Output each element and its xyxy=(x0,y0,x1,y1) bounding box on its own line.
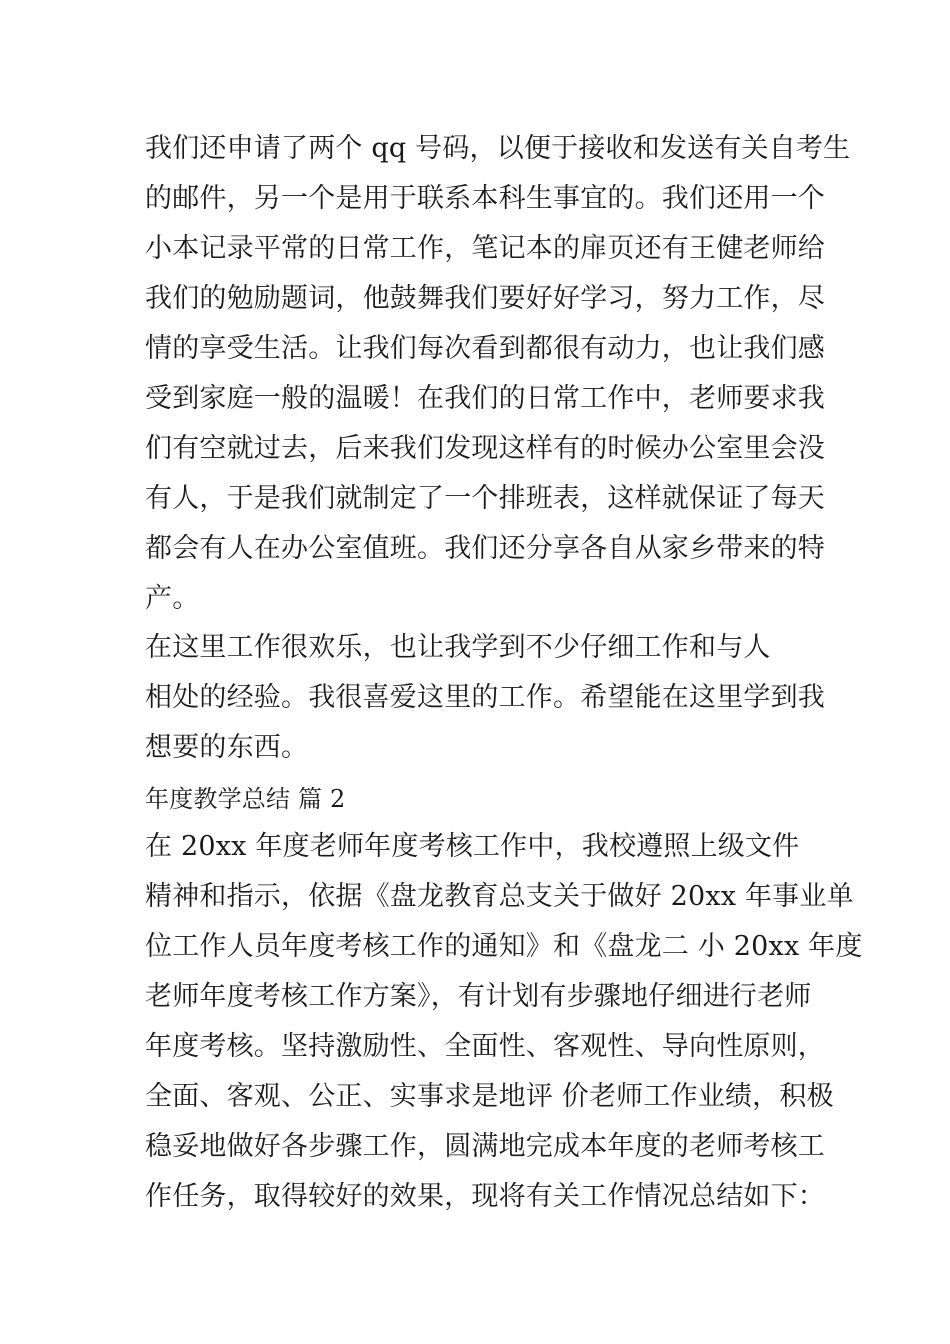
text-line: 都会有人在办公室值班。我们还分享各自从家乡带来的特 xyxy=(145,533,825,564)
text-line: 精神和指示，依据《盘龙教育总支关于做好 20xx 年事业单 xyxy=(145,881,854,912)
text-line: 老师年度考核工作方案》，有计划有步骤地仔细进行老师 xyxy=(145,981,812,1012)
text-line: 相处的经验。我很喜爱这里的工作。希望能在这里学到我 xyxy=(145,682,825,713)
text-line: 受到家庭一般的温暖！在我们的日常工作中，老师要求我 xyxy=(145,383,825,414)
text-line: 情的享受生活。让我们每次看到都很有动力，也让我们感 xyxy=(145,333,825,364)
text-line: 想要的东西。 xyxy=(145,732,309,763)
text-line: 我们还申请了两个 qq 号码，以便于接收和发送有关自考生 xyxy=(145,133,851,164)
section-heading: 年度教学总结 篇 2 xyxy=(145,785,346,813)
text-line: 的邮件，另一个是用于联系本科生事宜的。我们还用一个 xyxy=(145,183,825,214)
text-line: 作任务，取得较好的效果，现将有关工作情况总结如下： xyxy=(145,1181,825,1212)
text-line: 我们的勉励题词，他鼓舞我们要好好学习，努力工作，尽 xyxy=(145,283,825,314)
text-line: 在 20xx 年度老师年度考核工作中，我校遵照上级文件 xyxy=(145,831,800,862)
text-line: 位工作人员年度考核工作的通知》和《盘龙二 小 20xx 年度 xyxy=(145,931,863,962)
text-line: 产。 xyxy=(145,583,200,614)
text-line: 全面、客观、公正、实事求是地评 价老师工作业绩，积极 xyxy=(145,1081,834,1112)
text-line: 年度考核。坚持激励性、全面性、客观性、导向性原则， xyxy=(145,1031,825,1062)
text-line: 们有空就过去，后来我们发现这样有的时候办公室里会没 xyxy=(145,433,825,464)
text-line: 小本记录平常的日常工作，笔记本的扉页还有王健老师给 xyxy=(145,233,825,264)
text-line: 在这里工作很欢乐，也让我学到不少仔细工作和与人 xyxy=(145,632,771,663)
text-line: 稳妥地做好各步骤工作，圆满地完成本年度的老师考核工 xyxy=(145,1131,825,1162)
text-line: 有人，于是我们就制定了一个排班表，这样就保证了每天 xyxy=(145,483,825,514)
